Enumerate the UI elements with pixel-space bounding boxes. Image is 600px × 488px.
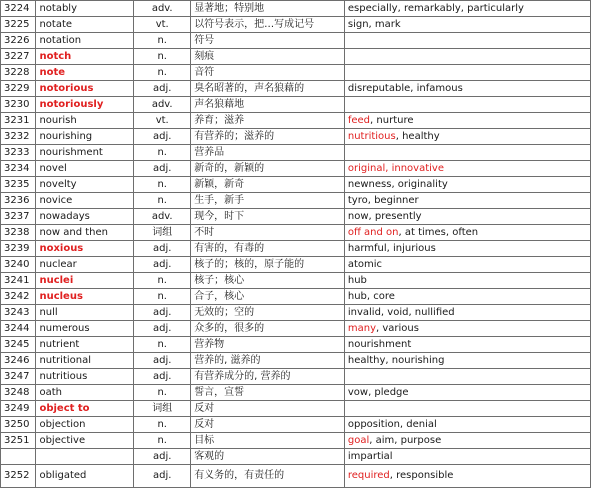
english-synonyms: [344, 17, 590, 33]
part-of-speech: adj.: [134, 353, 191, 369]
english-synonyms: [344, 225, 590, 241]
headword: oath: [36, 385, 134, 401]
entry-number: 3245: [1, 337, 36, 353]
chinese-definition: 臭名昭著的，声名狼藉的: [191, 81, 345, 97]
entry-number: 3226: [1, 33, 36, 49]
part-of-speech: n.: [134, 193, 191, 209]
vocab-row: [1, 209, 591, 225]
headword: nuclear: [36, 257, 134, 273]
vocab-row: [1, 369, 591, 385]
headword: notoriously: [36, 97, 134, 113]
chinese-definition: 无效的；空的: [191, 305, 345, 321]
chinese-definition: 核子的；核的，原子能的: [191, 257, 345, 273]
vocab-row: [1, 113, 591, 129]
part-of-speech: adv.: [134, 209, 191, 225]
synonym-segment: disreputable, infamous: [347, 83, 463, 94]
entry-number: 3249: [1, 401, 36, 417]
part-of-speech: n.: [134, 145, 191, 161]
chinese-definition: 目标: [191, 433, 345, 449]
chinese-definition: 众多的，很多的: [191, 321, 345, 337]
part-of-speech: adj.: [134, 81, 191, 97]
chinese-definition: 合子，核心: [191, 289, 345, 305]
english-synonyms: [344, 97, 590, 113]
vocab-row: [1, 1, 591, 17]
entry-number: 3252: [1, 465, 36, 488]
english-synonyms: [344, 129, 590, 145]
vocabulary-rows: [1, 1, 591, 488]
entry-number: 3238: [1, 225, 36, 241]
vocab-row: [1, 257, 591, 273]
entry-number: 3234: [1, 161, 36, 177]
vocab-row: [1, 353, 591, 369]
english-synonyms: [344, 161, 590, 177]
synonym-segment: , nurture: [370, 115, 414, 126]
part-of-speech: adv.: [134, 97, 191, 113]
english-synonyms: [344, 321, 590, 337]
english-synonyms: [344, 177, 590, 193]
headword: object to: [36, 401, 134, 417]
part-of-speech: adj.: [134, 129, 191, 145]
part-of-speech: vt.: [134, 113, 191, 129]
headword: objection: [36, 417, 134, 433]
entry-number: 3228: [1, 65, 36, 81]
english-synonyms: [344, 49, 590, 65]
entry-number: 3242: [1, 289, 36, 305]
headword: null: [36, 305, 134, 321]
vocab-row: [1, 161, 591, 177]
part-of-speech: n.: [134, 33, 191, 49]
part-of-speech: n.: [134, 177, 191, 193]
vocab-row: [1, 305, 591, 321]
part-of-speech: n.: [134, 273, 191, 289]
part-of-speech: n.: [134, 433, 191, 449]
english-synonyms: [344, 209, 590, 225]
chinese-definition: 不时: [191, 225, 345, 241]
chinese-definition: 刻痕: [191, 49, 345, 65]
part-of-speech: adj.: [134, 369, 191, 385]
part-of-speech: adj.: [134, 305, 191, 321]
english-synonyms: [344, 193, 590, 209]
chinese-definition: 反对: [191, 417, 345, 433]
part-of-speech: n.: [134, 337, 191, 353]
synonym-segment: goal: [347, 435, 370, 446]
chinese-definition: 声名狼藉地: [191, 97, 345, 113]
entry-number: 3247: [1, 369, 36, 385]
headword: now and then: [36, 225, 134, 241]
headword: novice: [36, 193, 134, 209]
entry-number: 3246: [1, 353, 36, 369]
vocab-row: [1, 401, 591, 417]
english-synonyms: [344, 401, 590, 417]
part-of-speech: n.: [134, 289, 191, 305]
headword: notation: [36, 33, 134, 49]
synonym-segment: , at times, often: [398, 227, 479, 238]
headword: nutrient: [36, 337, 134, 353]
entry-number: 3236: [1, 193, 36, 209]
chinese-definition: 营养品: [191, 145, 345, 161]
synonym-segment: hub, core: [347, 291, 395, 302]
vocab-row: [1, 97, 591, 113]
headword: nucleus: [36, 289, 134, 305]
chinese-definition: 符号: [191, 33, 345, 49]
chinese-definition: 以符号表示，把…写成记号: [191, 17, 345, 33]
english-synonyms: [344, 353, 590, 369]
english-synonyms: [344, 433, 590, 449]
chinese-definition: 有营养的；滋养的: [191, 129, 345, 145]
part-of-speech: vt.: [134, 17, 191, 33]
synonym-segment: newness, originality: [347, 179, 448, 190]
synonym-segment: sign, mark: [347, 19, 401, 30]
english-synonyms: [344, 65, 590, 81]
english-synonyms: [344, 337, 590, 353]
synonym-segment: hub: [347, 275, 367, 286]
synonym-segment: atomic: [347, 259, 383, 270]
part-of-speech: adj.: [134, 465, 191, 488]
part-of-speech: adj.: [134, 321, 191, 337]
english-synonyms: [344, 257, 590, 273]
headword: nourishing: [36, 129, 134, 145]
entry-number: 3241: [1, 273, 36, 289]
vocab-row: [1, 129, 591, 145]
chinese-definition: 新奇的，新颖的: [191, 161, 345, 177]
part-of-speech: adj.: [134, 257, 191, 273]
synonym-segment: now, presently: [347, 211, 422, 222]
entry-number: 3240: [1, 257, 36, 273]
chinese-definition: 有营养成分的, 营养的: [191, 369, 345, 385]
entry-number: 3232: [1, 129, 36, 145]
vocab-row: [1, 17, 591, 33]
entry-number: [1, 449, 36, 465]
chinese-definition: 誓言，宣誓: [191, 385, 345, 401]
part-of-speech: 词组: [134, 225, 191, 241]
english-synonyms: [344, 385, 590, 401]
entry-number: 3224: [1, 1, 36, 17]
headword: nowadays: [36, 209, 134, 225]
headword: nourish: [36, 113, 134, 129]
synonym-segment: opposition, denial: [347, 419, 437, 430]
chinese-definition: 核子；核心: [191, 273, 345, 289]
synonym-segment: required: [347, 470, 390, 481]
english-synonyms: [344, 33, 590, 49]
headword: noxious: [36, 241, 134, 257]
vocab-row: [1, 449, 591, 465]
entry-number: 3231: [1, 113, 36, 129]
headword: notorious: [36, 81, 134, 97]
english-synonyms: [344, 241, 590, 257]
vocab-row: [1, 337, 591, 353]
chinese-definition: 营养的, 滋养的: [191, 353, 345, 369]
entry-number: 3235: [1, 177, 36, 193]
english-synonyms: [344, 1, 590, 17]
synonym-segment: nourishment: [347, 339, 412, 350]
headword: notably: [36, 1, 134, 17]
vocab-row: [1, 81, 591, 97]
english-synonyms: [344, 305, 590, 321]
chinese-definition: 现今，时下: [191, 209, 345, 225]
vocab-row: [1, 145, 591, 161]
entry-number: 3251: [1, 433, 36, 449]
chinese-definition: 营养物: [191, 337, 345, 353]
part-of-speech: adj.: [134, 241, 191, 257]
entry-number: 3244: [1, 321, 36, 337]
synonym-segment: original, innovative: [347, 163, 444, 174]
part-of-speech: n.: [134, 385, 191, 401]
headword: notch: [36, 49, 134, 65]
entry-number: 3227: [1, 49, 36, 65]
english-synonyms: [344, 113, 590, 129]
entry-number: 3250: [1, 417, 36, 433]
synonym-segment: healthy, nourishing: [347, 355, 445, 366]
vocab-row: [1, 65, 591, 81]
entry-number: 3237: [1, 209, 36, 225]
headword: novelty: [36, 177, 134, 193]
english-synonyms: [344, 145, 590, 161]
part-of-speech: n.: [134, 65, 191, 81]
chinese-definition: 新颖，新奇: [191, 177, 345, 193]
chinese-definition: 有害的，有毒的: [191, 241, 345, 257]
synonym-segment: vow, pledge: [347, 387, 409, 398]
entry-number: 3229: [1, 81, 36, 97]
part-of-speech: n.: [134, 49, 191, 65]
part-of-speech: adj.: [134, 161, 191, 177]
chinese-definition: 反对: [191, 401, 345, 417]
headword: obligated: [36, 465, 134, 488]
synonym-segment: tyro, beginner: [347, 195, 419, 206]
chinese-definition: 显著地；特别地: [191, 1, 345, 17]
english-synonyms: [344, 465, 590, 488]
vocab-row: [1, 225, 591, 241]
vocab-row: [1, 241, 591, 257]
vocab-row: [1, 273, 591, 289]
chinese-definition: 音符: [191, 65, 345, 81]
entry-number: 3239: [1, 241, 36, 257]
english-synonyms: [344, 417, 590, 433]
headword: notate: [36, 17, 134, 33]
english-synonyms: [344, 81, 590, 97]
synonym-segment: , responsible: [389, 470, 454, 481]
entry-number: 3248: [1, 385, 36, 401]
english-synonyms: [344, 369, 590, 385]
headword: objective: [36, 433, 134, 449]
synonym-segment: , various: [375, 323, 419, 334]
entry-number: 3243: [1, 305, 36, 321]
vocab-row: [1, 433, 591, 449]
synonym-segment: , aim, purpose: [369, 435, 442, 446]
part-of-speech: adj.: [134, 449, 191, 465]
synonym-segment: invalid, void, nullified: [347, 307, 455, 318]
part-of-speech: n.: [134, 417, 191, 433]
vocab-row: [1, 49, 591, 65]
headword: novel: [36, 161, 134, 177]
chinese-definition: 生手，新手: [191, 193, 345, 209]
chinese-definition: 有义务的，有责任的: [191, 465, 345, 488]
entry-number: 3225: [1, 17, 36, 33]
vocab-row: [1, 193, 591, 209]
vocab-row: [1, 417, 591, 433]
synonym-segment: nutritious: [347, 131, 396, 142]
headword: numerous: [36, 321, 134, 337]
synonym-segment: impartial: [347, 451, 393, 462]
vocab-row: [1, 465, 591, 488]
vocab-row: [1, 321, 591, 337]
entry-number: 3233: [1, 145, 36, 161]
chinese-definition: 养育；滋养: [191, 113, 345, 129]
headword: note: [36, 65, 134, 81]
entry-number: 3230: [1, 97, 36, 113]
headword: nutritious: [36, 369, 134, 385]
headword: nourishment: [36, 145, 134, 161]
vocab-row: [1, 177, 591, 193]
vocab-row: [1, 33, 591, 49]
english-synonyms: [344, 273, 590, 289]
synonym-segment: many: [347, 323, 376, 334]
english-synonyms: [344, 449, 590, 465]
part-of-speech: 词组: [134, 401, 191, 417]
synonym-segment: especially, remarkably, particularly: [347, 3, 524, 14]
part-of-speech: adv.: [134, 1, 191, 17]
vocab-row: [1, 289, 591, 305]
synonym-segment: , healthy: [395, 131, 440, 142]
headword: [36, 449, 134, 465]
synonym-segment: harmful, injurious: [347, 243, 436, 254]
chinese-definition: 客观的: [191, 449, 345, 465]
headword: nuclei: [36, 273, 134, 289]
vocab-row: [1, 385, 591, 401]
synonym-segment: off and on: [347, 227, 399, 238]
synonym-segment: feed: [347, 115, 371, 126]
headword: nutritional: [36, 353, 134, 369]
english-synonyms: [344, 289, 590, 305]
